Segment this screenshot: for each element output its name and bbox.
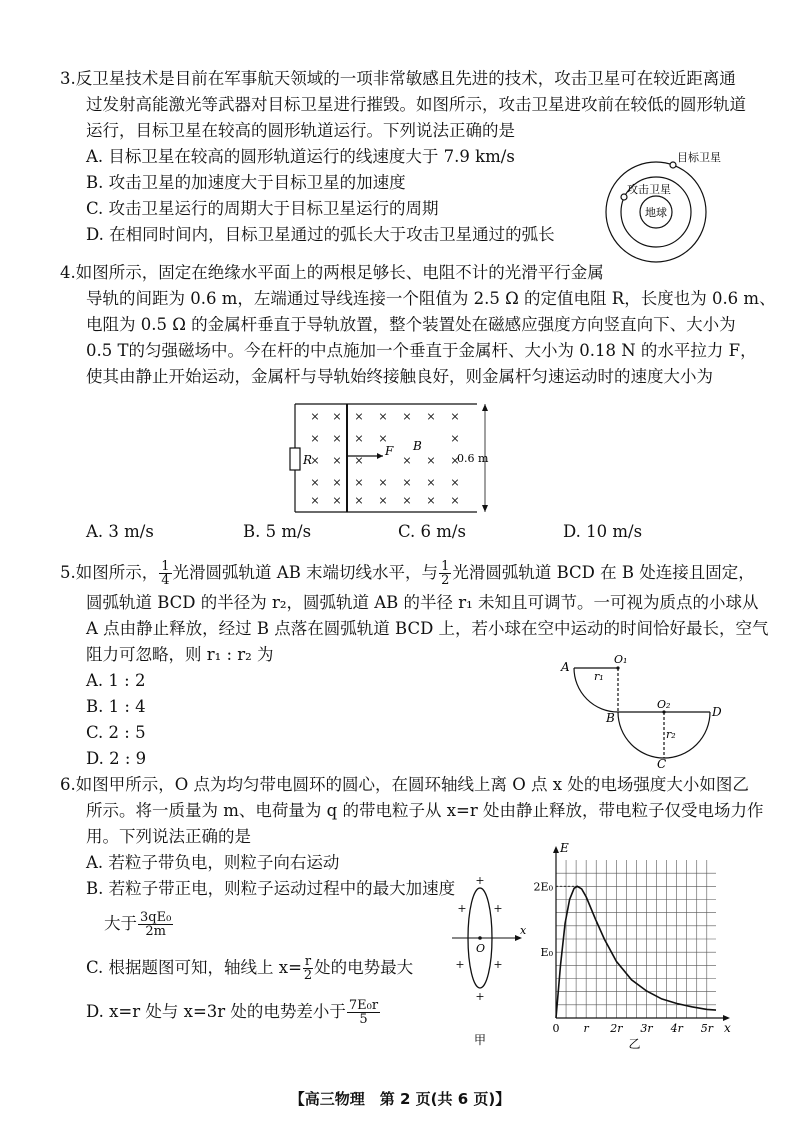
x-tick-3: 3r [640, 1022, 653, 1035]
ex-chart [528, 841, 731, 1052]
q5-frac1-num: 1 [161, 559, 170, 574]
field-cross-4: × [402, 410, 412, 423]
q4-line3: 电阻为 0.5 Ω 的金属杆垂直于导轨放置，整个装置处在磁感应强度方向竖直向下、大小为 [86, 315, 736, 334]
field-cross-3: × [378, 410, 388, 423]
field-cross-1: × [332, 410, 342, 423]
q6-line2: 所示。将一质量为 m、电荷量为 q 的带电粒子从 x=r 处由静止释放，带电粒子仅受电场力作 [86, 801, 764, 820]
caption-yi: 乙 [628, 1037, 641, 1051]
q3-line1: 3.反卫星技术是目前在军事航天领域的一项非常敏感且先进的技术，攻击卫星可在较近距离通 [60, 69, 736, 88]
q5-frac-quarter [159, 560, 171, 587]
q5-frac2-den: 2 [441, 573, 450, 588]
y-tick-2e0: 2E₀ [533, 880, 553, 894]
label-x6: x [520, 924, 527, 937]
field-cross-2: × [354, 410, 364, 423]
force-arrow [377, 453, 383, 459]
field-cross-14: × [354, 454, 364, 467]
q4-line4: 0.5 T的匀强磁场中。今在杆的中点施加一个垂直于金属杆、大小为 0.18 N 的水平拉力 F， [86, 341, 757, 360]
q6-line3: 用。下列说法正确的是 [86, 827, 251, 846]
q6-d-pre: D. x=r 处与 x=3r 处的电势差小于 [86, 1002, 346, 1021]
label-r2: r₂ [666, 728, 676, 741]
plus-4: + [455, 958, 465, 971]
orbit-figure [582, 150, 762, 262]
field-cross-27: × [354, 494, 364, 507]
q4-option-b[interactable]: B. 5 m/s [243, 522, 312, 541]
q6-c-post: 处的电势最大 [314, 958, 414, 977]
field-cross-6: × [450, 410, 460, 423]
q3-option-c[interactable]: C. 攻击卫星运行的周期大于目标卫星运行的周期 [86, 199, 439, 218]
q5-frac-half [439, 560, 451, 587]
field-cross-21: × [378, 476, 388, 489]
q5-line4: 阻力可忽略，则 r₁ : r₂ 为 [86, 645, 274, 664]
x-tick-5: 5r [700, 1022, 714, 1035]
field-cross-31: × [450, 494, 460, 507]
field-cross-20: × [354, 476, 364, 489]
label-f: F [385, 444, 394, 458]
q5-option-b[interactable]: B. 1 : 4 [86, 697, 146, 716]
field-cross-24: × [450, 476, 460, 489]
label-r1: r₁ [594, 670, 604, 683]
q6-d-num: 7E₀r [348, 998, 379, 1013]
field-cross-11: × [450, 432, 460, 445]
plus-6: + [475, 990, 485, 1003]
field-cross-10: × [378, 432, 388, 445]
q5-line2: 圆弧轨道 BCD 的半径为 r₂，圆弧轨道 AB 的半径 r₁ 未知且可调节。一可视为质点的小球从 [86, 593, 759, 612]
field-cross-0: × [310, 410, 320, 423]
q6-c-frac [303, 955, 313, 982]
q6-c-pre: C. 根据题图可知，轴线上 x= [86, 958, 302, 977]
arc-figure [556, 650, 726, 770]
q5-line1 [60, 556, 755, 590]
y-tick-e0: E₀ [540, 946, 553, 960]
plus-2: + [457, 902, 467, 915]
q6-option-a[interactable]: A. 若粒子带负电，则粒子向右运动 [86, 853, 340, 872]
field-cross-25: × [310, 494, 320, 507]
x-tick-0: 0 [552, 1022, 560, 1035]
q4-line5: 使其由静止开始运动，金属杆与导轨始终接触良好，则金属杆匀速运动时的速度大小为 [86, 367, 713, 386]
plus-3: + [493, 902, 503, 915]
field-cross-28: × [378, 494, 388, 507]
q6-d-den: 5 [359, 1012, 368, 1027]
ring-figure [448, 868, 538, 1048]
question-4 [60, 260, 776, 390]
label-width: 0.6 m [457, 452, 489, 465]
field-cross-8: × [332, 432, 342, 445]
label-o6: O [476, 942, 486, 955]
y-arrow [553, 846, 559, 853]
page-footer: 【高三物理 第 2 页(共 6 页)】 [289, 1090, 511, 1108]
q5-option-c[interactable]: C. 2 : 5 [86, 723, 146, 742]
q3-option-a[interactable]: A. 目标卫星在较高的圆形轨道运行的线速度大于 7.9 km/s [86, 147, 515, 166]
y-axis-label: E [560, 841, 569, 855]
q6-b-pre: 大于 [104, 914, 137, 933]
q5-frac2-num: 1 [441, 559, 450, 574]
label-b5: B [606, 711, 615, 725]
q5-option-d[interactable]: D. 2 : 9 [86, 749, 147, 768]
label-o2: O₂ [657, 698, 671, 711]
label-o1: O₁ [614, 653, 628, 666]
plus-5: + [493, 958, 503, 971]
q5-option-a[interactable]: A. 1 : 2 [86, 671, 146, 690]
field-cross-9: × [354, 432, 364, 445]
q4-line2: 导轨的间距为 0.6 m，左端通过导线连接一个阻值为 2.5 Ω 的定值电阻 R，长度也为 0.6 m、 [86, 289, 776, 308]
field-cross-7: × [310, 432, 320, 445]
q3-option-b[interactable]: B. 攻击卫星的加速度大于目标卫星的加速度 [86, 173, 406, 192]
q3-line2: 过发射高能激光等武器对目标卫星进行摧毁。如图所示，攻击卫星进攻前在较低的圆形轨道 [86, 95, 746, 114]
label-b: B [413, 439, 422, 453]
field-cross-13: × [332, 454, 342, 467]
field-cross-19: × [332, 476, 342, 489]
field-cross-22: × [402, 476, 412, 489]
q5-text1: 光滑圆弧轨道 AB 末端切线水平，与 [172, 563, 439, 582]
q3-line3: 运行，目标卫星在较高的圆形轨道运行。下列说法正确的是 [86, 121, 515, 140]
x-tick-2: 2r [610, 1022, 623, 1035]
label-target-satellite: 目标卫星 [677, 151, 721, 164]
q6-line1: 6.如图甲所示，O 点为均匀带电圆环的圆心，在圆环轴线上离 O 点 x 处的电场强度大小如图乙 [60, 775, 749, 794]
field-cross-26: × [332, 494, 342, 507]
plus-1: + [475, 874, 485, 887]
q6-b-frac [138, 911, 173, 938]
resistor-r [290, 448, 300, 470]
label-attacker-satellite: 攻击卫星 [627, 183, 671, 196]
label-c: C [657, 757, 667, 771]
q4-option-d[interactable]: D. 10 m/s [563, 522, 643, 541]
field-cross-16: × [426, 454, 436, 467]
q6-c-num: r [304, 954, 312, 969]
label-d: D [712, 705, 722, 719]
q5-frac1-den: 4 [161, 573, 170, 588]
field-cross-5: × [426, 410, 436, 423]
q6-b-den: 2m [145, 924, 166, 939]
field-cross-15: × [402, 454, 412, 467]
field-crosses [310, 410, 459, 507]
label-a: A [561, 660, 570, 674]
q4-option-c[interactable]: C. 6 m/s [398, 522, 466, 541]
q4-line1: 4.如图所示，固定在绝缘水平面上的两根足够长、电阻不计的光滑平行金属 [60, 263, 604, 282]
caption-jia: 甲 [473, 1033, 487, 1047]
q5-lead: 5.如图所示， [60, 563, 159, 582]
field-cross-29: × [402, 494, 412, 507]
field-cross-18: × [310, 476, 320, 489]
x-tick-1: r [583, 1022, 589, 1035]
rail-figure [285, 398, 505, 518]
x-tick-4: 4r [670, 1022, 683, 1035]
x-axis-label: x [724, 1021, 731, 1035]
field-cross-30: × [426, 494, 436, 507]
q6-option-b[interactable]: B. 若粒子带正电，则粒子运动过程中的最大加速度 [86, 879, 456, 898]
label-earth: 地球 [645, 206, 667, 219]
label-r: R [303, 453, 313, 467]
q5-line3: A 点由静止释放，经过 B 点落在圆弧轨道 BCD 上，若小球在空中运动的时间恰好最长，空气 [86, 619, 769, 638]
q6-c-den: 2 [303, 968, 313, 983]
q5-text2: 光滑圆弧轨道 BCD 在 B 处连接且固定， [452, 563, 755, 582]
q3-option-d[interactable]: D. 在相同时间内，目标卫星通过的弧长大于攻击卫星通过的弧长 [86, 225, 555, 244]
field-cross-17: × [450, 454, 460, 467]
field-cross-12: × [310, 454, 320, 467]
chart-grid [556, 860, 716, 1018]
q6-d-frac [347, 999, 380, 1026]
field-cross-23: × [426, 476, 436, 489]
target-satellite [670, 162, 676, 168]
q4-option-a[interactable]: A. 3 m/s [86, 522, 154, 541]
q6-b-num: 3qE₀ [140, 910, 172, 925]
